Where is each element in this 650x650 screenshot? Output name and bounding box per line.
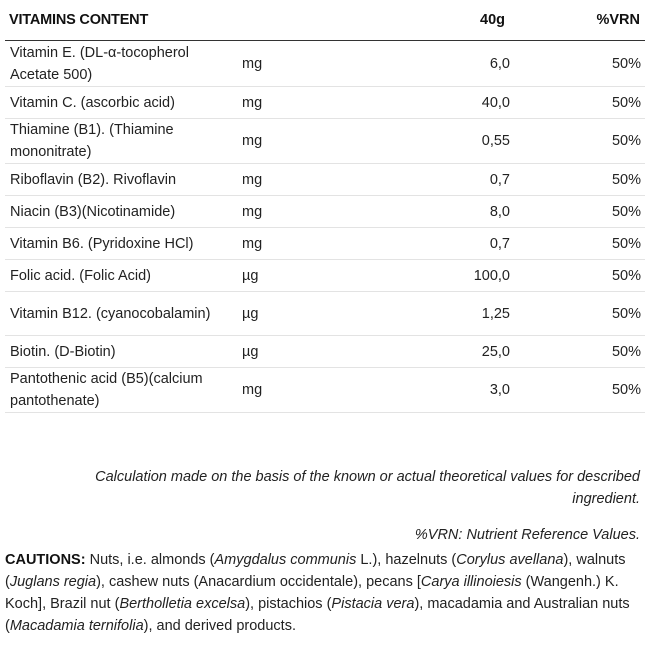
vitamin-vrn: 50% [514, 292, 645, 336]
species-name: Amygdalus communis [214, 552, 357, 568]
vitamin-amount: 6,0 [322, 41, 514, 87]
vitamin-vrn: 50% [514, 336, 645, 368]
header-vrn: %VRN [596, 12, 640, 28]
vitamin-amount: 3,0 [322, 368, 514, 413]
vitamin-unit: µg [238, 292, 322, 336]
vitamin-amount: 100,0 [322, 260, 514, 292]
vitamin-vrn: 50% [514, 41, 645, 87]
cautions-text: ), and derived products. [143, 618, 296, 634]
table-row [5, 87, 645, 119]
header-title: VITAMINS CONTENT [9, 12, 149, 28]
species-name: Macadamia ternifolia [9, 618, 144, 634]
vitamin-amount: 1,25 [322, 292, 514, 336]
table-row [5, 228, 645, 260]
vitamin-unit: mg [238, 196, 322, 228]
vitamin-amount: 0,7 [322, 164, 514, 196]
table-row [5, 119, 645, 164]
vitamin-name: Vitamin C. (ascorbic acid) [5, 87, 238, 119]
cautions-text: L.), hazelnuts ( [356, 552, 457, 568]
cautions-label: CAUTIONS: [5, 552, 86, 568]
header-amount: 40g [480, 12, 505, 28]
cautions-paragraph [5, 549, 641, 637]
vitamins-table [5, 41, 645, 413]
vitamin-name: Pantothenic acid (B5)(calcium pantothenate) [5, 368, 238, 413]
vitamin-unit: µg [238, 260, 322, 292]
vitamin-name: Riboflavin (B2). Rivoflavin [5, 164, 238, 196]
vitamin-vrn: 50% [514, 228, 645, 260]
table-row [5, 368, 645, 413]
vitamin-unit: mg [238, 368, 322, 413]
vitamin-amount: 25,0 [322, 336, 514, 368]
vitamin-name: Vitamin B12. (cyanocobalamin) [5, 292, 238, 336]
table-row [5, 292, 645, 336]
cautions-text: (Wangenh.) K. Koch], Brazil nut ( [5, 574, 619, 612]
vitamin-vrn: 50% [514, 87, 645, 119]
vitamin-unit: mg [238, 87, 322, 119]
vitamin-name: Niacin (B3)(Nicotinamide) [5, 196, 238, 228]
vitamin-unit: mg [238, 228, 322, 260]
cautions-text: ), pistachios ( [245, 596, 332, 612]
calculation-note: Calculation made on the basis of the known or actual theoretical values for described ingredient. [95, 469, 640, 507]
cautions-text: ), macadamia and Australian nuts ( [5, 596, 630, 634]
vitamin-unit: mg [238, 119, 322, 164]
vitamin-name: Vitamin E. (DL-α-tocopherol Acetate 500) [5, 41, 238, 87]
vitamin-amount: 40,0 [322, 87, 514, 119]
vitamin-amount: 8,0 [322, 196, 514, 228]
table-row [5, 41, 645, 87]
vitamin-unit: µg [238, 336, 322, 368]
vrn-note: %VRN: Nutrient Reference Values. [414, 527, 640, 543]
table-row [5, 164, 645, 196]
vitamin-name: Thiamine (B1). (Thiamine mononitrate) [5, 119, 238, 164]
cautions-text: ), cashew nuts (Anacardium occidentale), pecans [ [96, 574, 421, 590]
cautions-text: Nuts, i.e. almonds ( [85, 552, 215, 568]
vitamin-vrn: 50% [514, 196, 645, 228]
vitamin-vrn: 50% [514, 368, 645, 413]
vitamin-amount: 0,55 [322, 119, 514, 164]
species-name: Carya illinoiesis [420, 574, 522, 590]
species-name: Bertholletia excelsa [119, 596, 246, 612]
table-row [5, 336, 645, 368]
vitamin-name: Vitamin B6. (Pyridoxine HCl) [5, 228, 238, 260]
vitamin-vrn: 50% [514, 260, 645, 292]
vitamin-vrn: 50% [514, 164, 645, 196]
vitamin-name: Biotin. (D-Biotin) [5, 336, 238, 368]
vitamin-unit: mg [238, 41, 322, 87]
table-header [5, 0, 645, 41]
vitamin-amount: 0,7 [322, 228, 514, 260]
table-row [5, 260, 645, 292]
vitamin-name: Folic acid. (Folic Acid) [5, 260, 238, 292]
species-name: Juglans regia [9, 574, 97, 590]
cautions-text: ), walnuts ( [5, 552, 626, 590]
vitamin-unit: mg [238, 164, 322, 196]
species-name: Corylus avellana [456, 552, 564, 568]
vitamin-vrn: 50% [514, 119, 645, 164]
table-row [5, 196, 645, 228]
species-name: Pistacia vera [331, 596, 415, 612]
